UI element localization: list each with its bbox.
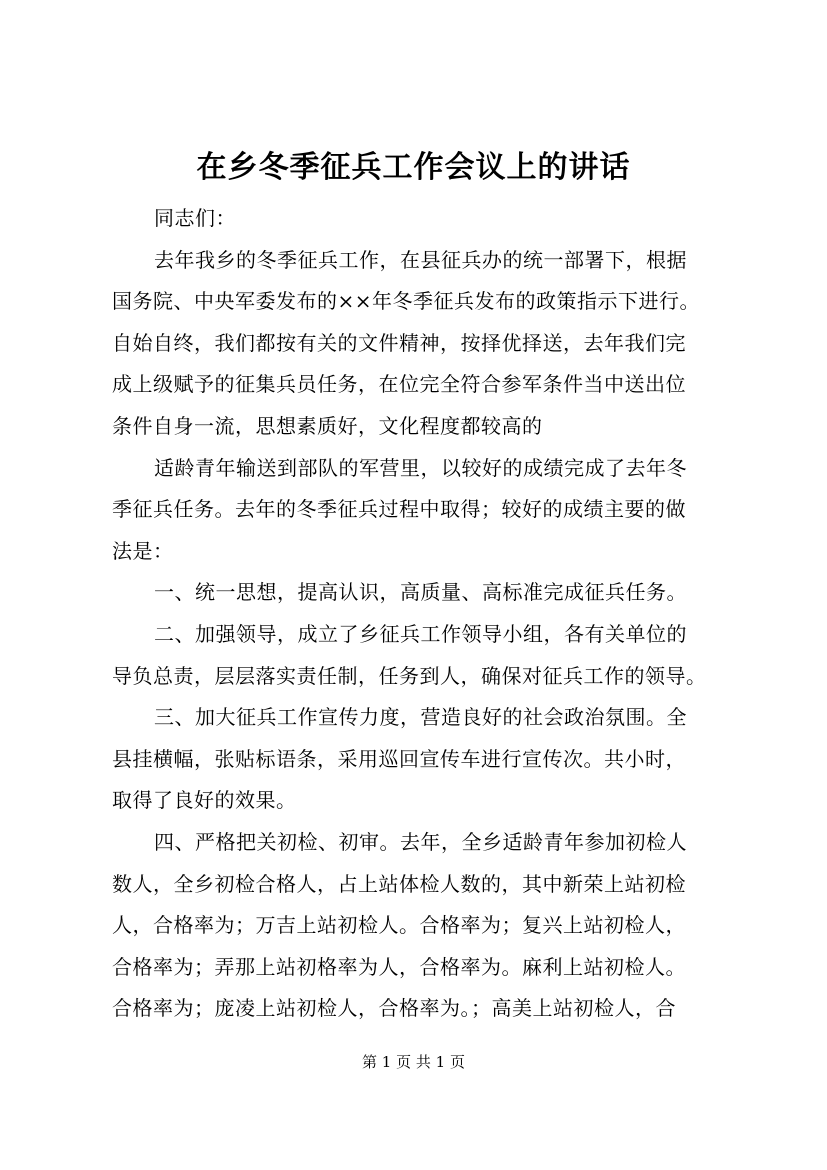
body-line: 适龄青年输送到部队的军营里，以较好的成绩完成了去年冬 (154, 455, 687, 480)
body-line: 季征兵任务。去年的冬季征兵过程中取得；较好的成绩主要的做 (112, 497, 686, 522)
body-line: 法是： (112, 538, 174, 563)
body-line: 一、统一思想，提高认识，高质量、高标准完成征兵任务。 (154, 580, 687, 605)
body-line: 导负总责，层层落实责任制，任务到人，确保对征兵工作的领导。 (112, 663, 707, 688)
body-line: 合格率为；庞凌上站初检人，合格率为。；高美上站初检人，合 (112, 996, 676, 1021)
document-title: 在乡冬季征兵工作会议上的讲话 (196, 150, 631, 185)
body-line: 同志们： (154, 206, 236, 230)
body-line: 成上级赋予的征集兵员任务，在位完全符合参军条件当中送出位 (112, 372, 686, 397)
body-line: 自始自终，我们都按有关的文件精神，按择优择送，去年我们完 (112, 330, 686, 355)
body-line: 国务院、中央军委发布的××年冬季征兵发布的政策指示下进行。 (112, 289, 701, 314)
body-line: 人，合格率为；万吉上站初检人。合格率为；复兴上站初检人， (112, 913, 686, 938)
body-line: 条件自身一流，思想素质好，文化程度都较高的 (112, 413, 543, 438)
body-line: 合格率为；弄那上站初格率为人，合格率为。麻利上站初检人。 (112, 954, 686, 979)
body-line: 取得了良好的效果。 (112, 788, 297, 813)
body-line: 四、严格把关初检、初审。去年，全乡适龄青年参加初检人 (154, 829, 687, 854)
page-footer: 第 1 页 共 1 页 (362, 1053, 465, 1071)
body-line: 三、加大征兵工作宣传力度，营造良好的社会政治氛围。全 (154, 705, 687, 730)
body-line: 去年我乡的冬季征兵工作，在县征兵办的统一部署下，根据 (154, 247, 687, 272)
body-line: 二、加强领导，成立了乡征兵工作领导小组，各有关单位的 (154, 621, 687, 646)
document-body (112, 198, 742, 1030)
body-line: 县挂横幅，张贴标语条，采用巡回宣传车进行宣传次。共小时， (112, 746, 686, 771)
body-line: 数人，全乡初检合格人，占上站体检人数的，其中新荣上站初检 (112, 871, 686, 896)
